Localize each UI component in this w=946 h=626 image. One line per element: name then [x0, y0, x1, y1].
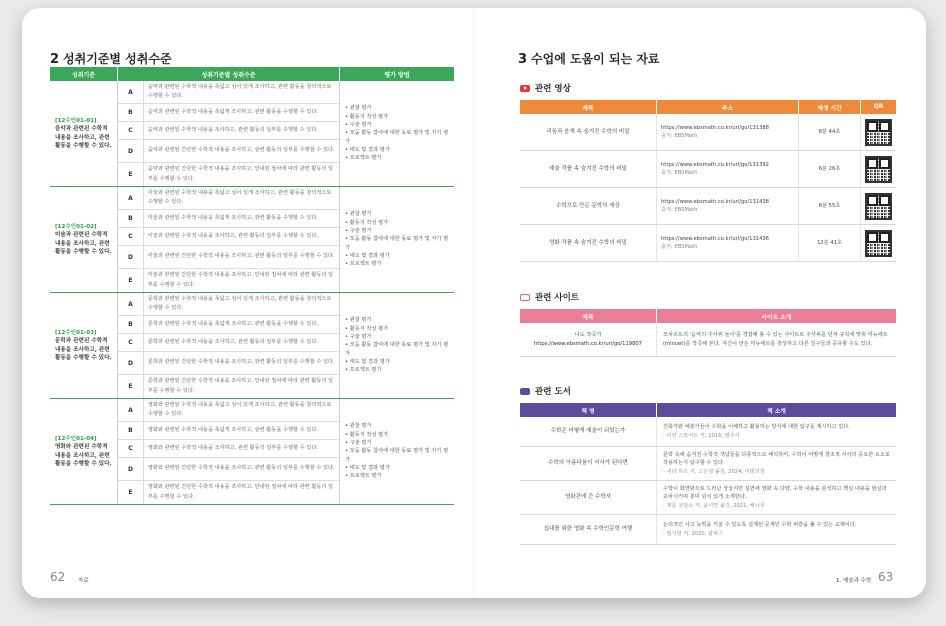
level-row — [118, 210, 339, 228]
achievement-standard — [50, 187, 118, 292]
level-grade: A — [118, 293, 144, 315]
video-table-body — [520, 114, 896, 262]
section-title-resources — [518, 50, 660, 67]
book-description: 건축가와 예술가들이 수학을 이해하고 활용하는 방식에 대한 탐구를 제시하고 있다. — [663, 424, 850, 431]
achievement-levels — [118, 399, 340, 504]
evaluation-item: • 모둠 활동 참여에 대한 동료 평가 및 자기 평가 — [345, 342, 449, 357]
standard-code: [12수인01-02] — [55, 224, 97, 231]
level-text: 문학과 관련된 간단한 수학적 내용을 조사하고, 관련 활동의 일부를 수행할 수 있다. — [147, 359, 335, 366]
book-desc-cell — [656, 447, 896, 480]
evaluation-item: • 관찰 평가 — [345, 317, 372, 324]
level-row — [118, 122, 339, 140]
book-row — [520, 447, 896, 481]
qr-code-icon — [865, 119, 892, 146]
level-text: 미술과 관련된 수학적 내용을 폭넓게 조사하고, 관련 활동을 수행할 수 있다. — [147, 214, 318, 221]
section-number: 3 — [518, 52, 528, 67]
section-number: 2 — [50, 52, 60, 67]
book-table-body — [520, 417, 896, 545]
level-text: 문학과 관련된 수학적 내용을 폭넓게 조사하고, 관련 활동을 수행할 수 있다. — [147, 320, 318, 327]
book-description: 수학이 화면밖으로 드러난 상상지만 실면에 영화 속 다양, 수학 내용을 분석하고 핵심 내용을 현실과 교차시키며 흥미 넘치 있게 소개한다. — [663, 486, 887, 501]
level-grade: D — [118, 246, 144, 268]
book-title: 수학은 어떻게 예술이 되었는가 — [550, 428, 626, 435]
qr-code-icon — [865, 230, 892, 257]
video-header-url: 주소 — [656, 100, 798, 114]
header-standard: 성취기준 — [50, 67, 118, 81]
subsection-sites — [520, 291, 579, 303]
achievement-group — [50, 293, 454, 399]
video-table-header — [520, 100, 896, 114]
video-url-cell — [656, 114, 798, 150]
subsection-books — [520, 385, 571, 397]
qr-cell — [860, 188, 896, 224]
evaluation-methods — [340, 399, 454, 504]
book-table-header — [520, 403, 896, 417]
level-text: 영화와 관련된 수학적 내용을 조사하고, 관련 활동의 일부를 수행할 수 있다. — [147, 444, 318, 451]
level-row — [118, 228, 339, 246]
site-header-title: 제목 — [520, 309, 656, 323]
table-body — [50, 81, 454, 505]
level-text: 문학과 관련된 간단한 수학적 내용을 조사하고, 안내된 절차에 따라 관련 활동의 일부를 수행할 수 있다. — [147, 378, 334, 394]
qr-cell — [860, 225, 896, 261]
level-text: 미술과 관련된 간단한 수학적 내용을 조사하고, 관련 활동의 일부를 수행할 수 있다. — [147, 253, 335, 260]
evaluation-item: • 모둠 활동 참여에 대한 동료 평가 및 자기 평가 — [345, 448, 449, 463]
video-table — [520, 100, 896, 262]
level-row — [118, 458, 339, 481]
video-header-time: 재생 시간 — [798, 100, 860, 114]
site-header-desc: 사이트 소개 — [656, 309, 896, 323]
video-url-cell — [656, 151, 798, 187]
book-desc-cell — [656, 481, 896, 514]
video-source: 출처: EBSMath — [661, 170, 698, 176]
header-eval: 평가 방법 — [340, 67, 454, 81]
standard-code: [12수인01-03] — [55, 330, 97, 337]
qr-code-icon — [865, 156, 892, 183]
level-row — [118, 140, 339, 163]
evaluation-item: • 프로젝트 평가 — [345, 155, 382, 162]
level-grade: B — [118, 104, 144, 121]
level-row — [118, 352, 339, 375]
evaluation-item: • 활동지 작성 평가 — [345, 113, 389, 120]
evaluation-item: • 구술 평가 — [345, 440, 372, 447]
book-row — [520, 481, 896, 515]
level-grade: C — [118, 122, 144, 139]
book-row — [520, 417, 896, 447]
evaluation-item: • 모둠 활동 참여에 대한 동료 평가 및 자기 평가 — [345, 130, 449, 145]
video-url-cell — [656, 188, 798, 224]
achievement-standard — [50, 81, 118, 186]
evaluation-methods — [340, 81, 454, 186]
level-text: 영화와 관련된 수학적 내용을 폭넓고 심어 있게 조사하고, 관련 활동을 창의적으로 수행할 수 있다. — [147, 401, 332, 417]
level-grade: B — [118, 316, 144, 333]
video-icon — [520, 85, 530, 92]
right-page — [474, 8, 926, 598]
book-header-title: 책 명 — [520, 403, 656, 417]
level-row — [118, 375, 339, 398]
video-source: 출처: EBSMath — [661, 207, 698, 213]
qr-cell — [860, 114, 896, 150]
video-time: 8분 55초 — [798, 188, 860, 224]
video-source: 출처: EBSMath — [661, 244, 698, 250]
level-text: 음악과 관련된 수학적 내용을 폭넓게 조사하고, 관련 활동을 수행할 수 있다. — [147, 108, 318, 115]
achievement-group — [50, 399, 454, 505]
page-number-right: 63 — [878, 570, 894, 584]
level-grade: C — [118, 440, 144, 457]
standard-text: 음악과 관련된 수학적 내용을 조사하고, 관련 활동을 수행할 수 있다. — [55, 126, 112, 149]
page-label-right: 1. 예술과 수학 — [836, 578, 872, 584]
evaluation-item: • 구술 평가 — [345, 122, 372, 129]
site-name-cell — [520, 323, 656, 356]
evaluation-item: • 관찰 평가 — [345, 211, 372, 218]
level-row — [118, 187, 339, 210]
standard-code: [12수인01-04] — [55, 436, 97, 443]
level-grade: C — [118, 228, 144, 245]
level-text: 영화와 관련된 간단한 수학적 내용을 조사하고, 안내된 절차에 따라 관련 활동의 일부를 수행할 수 있다. — [147, 484, 334, 500]
video-url: https://www.ebsmath.co.kr/url/go/131436 — [661, 235, 769, 242]
video-time: 8분 44초 — [798, 114, 860, 150]
video-time: 12분 41초 — [798, 225, 860, 261]
level-grade: D — [118, 458, 144, 480]
site-row — [520, 323, 896, 357]
page-number-left: 62 — [50, 570, 66, 584]
website-icon — [520, 294, 530, 301]
site-name: 나도 작곡가 — [574, 332, 602, 339]
level-grade: E — [118, 269, 144, 292]
evaluation-item: • 구술 평가 — [345, 334, 372, 341]
level-row — [118, 269, 339, 292]
header-levels: 성취기준별 성취수준 — [118, 67, 340, 81]
achievement-standard — [50, 399, 118, 504]
achievement-levels — [118, 81, 340, 186]
book-icon — [520, 388, 530, 395]
book-source: - 제롬 코탕소 저, 윤여연 옮김, 2021, 해나무 — [663, 502, 765, 509]
page-label-left: 자료 — [78, 578, 89, 584]
level-text: 음악과 관련된 수학적 내용을 폭넓고 심어 있게 조사하고, 관련 활동을 창의적으로 수행할 수 있다. — [147, 83, 332, 99]
evaluation-item: • 활동지 작성 평가 — [345, 431, 389, 438]
video-row — [520, 188, 896, 225]
level-grade: D — [118, 140, 144, 162]
video-header-title: 제목 — [520, 100, 656, 114]
level-row — [118, 399, 339, 422]
standard-text: 미술과 관련된 수학적 내용을 조사하고, 관련 활동을 수행할 수 있다. — [55, 232, 112, 255]
level-text: 문학과 관련된 수학적 내용을 조사하고, 관련 활동의 일부를 수행할 수 있다. — [147, 338, 318, 345]
book-title: 영화관에 간 수학자 — [564, 494, 611, 501]
subsection-sites-label: 관련 사이트 — [535, 293, 580, 303]
achievement-levels — [118, 187, 340, 292]
level-row — [118, 334, 339, 352]
level-grade: B — [118, 210, 144, 227]
level-row — [118, 316, 339, 334]
level-row — [118, 293, 339, 316]
achievement-standard — [50, 293, 118, 398]
level-grade: A — [118, 187, 144, 209]
section-title-achievement — [50, 50, 172, 67]
book-source: - 새라 하트 저, 고은영 옮김, 2024, 미래의창 — [663, 468, 765, 475]
standard-code: [12수인01-01] — [55, 118, 97, 125]
video-title: 예술 작품 속 숨겨진 수학의 비밀 — [549, 165, 627, 172]
book-desc-cell — [656, 417, 896, 446]
book-description: 논리적인 사고 능력을 키울 수 있도록 설계된 문제인 수학 퍼즐을 풀 수 있는 교재이다. — [663, 522, 857, 529]
level-text: 음악과 관련된 간단한 수학적 내용을 조사하고, 안내된 절차에 따라 관련 활동의 일부를 수행할 수 있다. — [147, 166, 334, 182]
evaluation-item: • 태도 및 결과 평가 — [345, 358, 390, 365]
subsection-videos-label: 관련 영상 — [535, 84, 571, 94]
standard-text: 문학과 관련된 수학적 내용을 조사하고, 관련 활동을 수행할 수 있다. — [55, 338, 112, 361]
evaluation-item: • 구술 평가 — [345, 228, 372, 235]
book-spread — [22, 8, 926, 598]
evaluation-item: • 모둠 활동 참여에 대한 동료 평가 및 자기 평가 — [345, 236, 449, 251]
evaluation-methods — [340, 293, 454, 398]
level-grade: D — [118, 352, 144, 374]
qr-cell — [860, 151, 896, 187]
level-grade: A — [118, 399, 144, 421]
video-title: 수학으로 만든 문학의 세상 — [556, 202, 620, 209]
level-row — [118, 481, 339, 504]
video-url: https://www.ebsmath.co.kr/url/go/131438 — [661, 198, 769, 205]
achievement-group — [50, 81, 454, 187]
video-url: https://www.ebsmath.co.kr/url/go/131392 — [661, 161, 769, 168]
evaluation-item: • 프로젝트 평가 — [345, 473, 382, 480]
level-row — [118, 246, 339, 269]
standard-text: 영화와 관련된 수학적 내용을 조사하고, 관련 활동을 수행할 수 있다. — [55, 444, 112, 467]
subsection-books-label: 관련 도서 — [535, 387, 571, 397]
level-grade: A — [118, 81, 144, 103]
table-header — [50, 67, 454, 81]
level-text: 영화와 관련된 수학적 내용을 폭넓게 조사하고, 관련 활동을 수행할 수 있다. — [147, 426, 318, 433]
site-table — [520, 309, 896, 357]
level-row — [118, 422, 339, 440]
site-table-body — [520, 323, 896, 357]
level-grade: B — [118, 422, 144, 439]
level-row — [118, 81, 339, 104]
level-text: 미술과 관련된 간단한 수학적 내용을 조사하고, 안내된 절차에 따라 관련 활동의 일부를 수행할 수 있다. — [147, 272, 334, 288]
achievement-table — [50, 67, 454, 505]
video-row — [520, 114, 896, 151]
book-source: - 이언 스튜어트 저, 2016, 범우사 — [663, 432, 740, 439]
evaluation-item: • 태도 및 결과 평가 — [345, 146, 390, 153]
level-grade: E — [118, 375, 144, 398]
video-header-qr: QR — [860, 100, 896, 114]
book-source: - 염지현 저, 2020, 팜파스 — [663, 530, 724, 537]
video-title: 리듬과 음계 속 숨겨진 수학의 비밀 — [546, 128, 630, 135]
level-text: 미술과 관련된 수학적 내용을 조사하고, 관련 활동의 일부를 수행할 수 있다. — [147, 232, 318, 239]
site-url: https://www.ebsmath.co.kr/url/go/119807 — [534, 340, 642, 347]
video-row — [520, 225, 896, 262]
level-text: 미술과 관련된 수학적 내용을 폭넓고 심어 있게 조사하고, 관련 활동을 창의적으로 수행할 수 있다. — [147, 189, 332, 205]
evaluation-item: • 태도 및 결과 평가 — [345, 252, 390, 259]
section-title-text: 수업에 도움이 되는 자료 — [531, 52, 660, 66]
video-time: 6분 26초 — [798, 151, 860, 187]
book-title: 십대를 위한 영화 속 수학인문학 여행 — [543, 526, 633, 533]
video-url: https://www.ebsmath.co.kr/url/go/131388 — [661, 124, 769, 131]
book-header-desc: 책 소개 — [656, 403, 896, 417]
evaluation-item: • 프로젝트 평가 — [345, 367, 382, 374]
evaluation-item: • 태도 및 결과 평가 — [345, 464, 390, 471]
book-table — [520, 403, 896, 545]
level-row — [118, 440, 339, 458]
evaluation-item: • 활동지 작성 평가 — [345, 325, 389, 332]
subsection-videos — [520, 82, 571, 94]
level-text: 영화와 관련된 간단한 수학적 내용을 조사하고, 관련 활동의 일부를 수행할 수 있다. — [147, 465, 335, 472]
book-title: 수학의 아름다움이 서사가 된다면 — [548, 460, 628, 467]
qr-code-icon — [865, 193, 892, 220]
video-url-cell — [656, 225, 798, 261]
evaluation-item: • 프로젝트 평가 — [345, 261, 382, 268]
book-row — [520, 515, 896, 545]
achievement-group — [50, 187, 454, 293]
video-title: 영화 작품 속 숨겨진 수학의 비밀 — [549, 239, 627, 246]
level-grade: E — [118, 481, 144, 504]
level-text: 문학과 관련된 수학적 내용을 폭넓고 심어 있게 조사하고, 관련 활동을 창의적으로 수행할 수 있다. — [147, 295, 332, 311]
book-description: 문학 속에 숨겨진 수학적 개념들을 다층적으로 해석하며, 수학이 어떻게 창조적 서사의 중요한 요소로 작용하는지 탐구할 수 있다. — [663, 452, 890, 467]
level-grade: E — [118, 163, 144, 186]
site-description: 모차르트의 '음악의 주사위 놀이'를 경험해 볼 수 있는 사이트로 주사위를 던져 규칙에 맞춰 미뉴에트(minuet)를 작곡해 본다. 자신이 만든 미뉴에트를 감상하고 다른 친구들과 공유할 수도 있다. — [656, 323, 896, 356]
video-row — [520, 151, 896, 188]
site-table-header — [520, 309, 896, 323]
level-row — [118, 163, 339, 186]
evaluation-methods — [340, 187, 454, 292]
section-title-text: 성취기준별 성취수준 — [63, 52, 172, 66]
left-page — [22, 8, 474, 598]
evaluation-item: • 관찰 평가 — [345, 423, 372, 430]
level-text: 음악과 관련된 수학적 내용을 조사하고, 관련 활동의 일부를 수행할 수 있다. — [147, 126, 318, 133]
video-source: 출처: EBSMath — [661, 133, 698, 139]
level-row — [118, 104, 339, 122]
evaluation-item: • 활동지 작성 평가 — [345, 219, 389, 226]
level-text: 음악과 관련된 간단한 수학적 내용을 조사하고, 관련 활동의 일부를 수행할 수 있다. — [147, 147, 335, 154]
level-grade: C — [118, 334, 144, 351]
evaluation-item: • 관찰 평가 — [345, 105, 372, 112]
book-desc-cell — [656, 515, 896, 544]
achievement-levels — [118, 293, 340, 398]
